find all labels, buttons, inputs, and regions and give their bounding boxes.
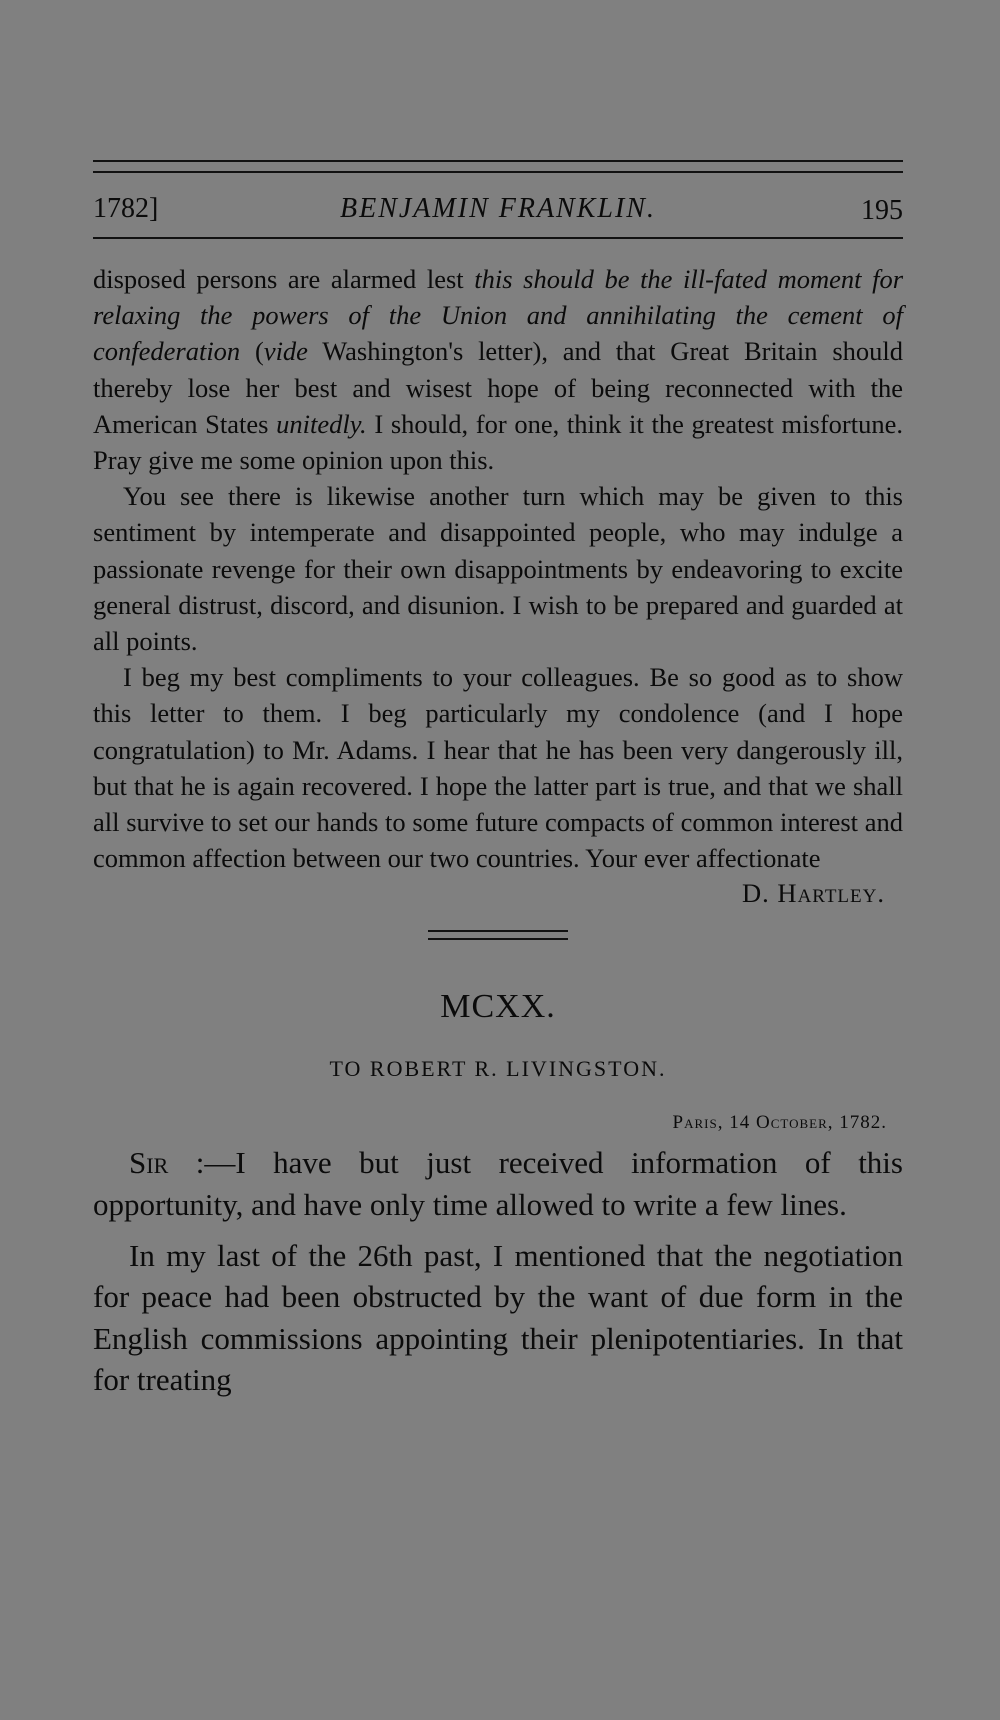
letter-continuation [93,261,903,876]
paragraph-3: I beg my best compliments to your colleagues. Be so good as to show this letter to them. I beg particularly my condolence (and I hope congratulation) to Mr. Adams. I hear that he has been very dangerously ill, but that he is again recovered. I hope the latter part is true, and that we shall all survive to set our hands to some future compacts of common interest and common affection between our two countries. Your ever affectionate [93,662,903,874]
header-rule [93,237,903,239]
signature: D. Hartley. [742,878,885,909]
section-separator [428,930,568,940]
letter-paragraph-2: In my last of the 26th past, I mentioned that the negotiation for peace had been obstructed by the want of due form in the English commissions appointing their plenipotentiaries. In that for treating [93,1238,903,1397]
letter-addressee: TO ROBERT R. LIVINGSTON. [329,1056,667,1082]
p1-italic-quote: this should be the ill-fated moment for relaxing the powers of the Union and annihilating the cement of confederation [93,264,904,367]
paragraph-2: You see there is likewise another turn which may be given to this sentiment by intemperate and disappointed people, who may indulge a passionate revenge for their own disappointments by endeavoring to excite general distrust, discord, and disunion. I wish to be prepared and guarded at all points. [93,481,903,657]
letter-body [93,1142,903,1400]
p1-text-2: ( [240,336,264,367]
p1-text-3: Washington's letter), and that Great Britain should thereby lose her best and wisest hope of being reconnected with the American States [93,336,904,439]
p1-italic-vide: vide [263,336,308,367]
letter-paragraph-1 [93,1142,903,1225]
top-double-rule [93,160,903,173]
book-page [93,160,903,1400]
letter-number: MCXX. [440,988,556,1026]
letter-paragraph-1-text: :—I have but just received information of this opportunity, and have only time allowed to write a few lines. [93,1145,903,1222]
letter-dateline: Paris, 14 October, 1782. [672,1112,887,1134]
running-head-year: 1782] [93,193,159,224]
p1-text-1: disposed persons are alarmed lest [93,264,475,294]
p1-text-4: I should, for one, think it the greatest misfortune. Pray give me some opinion upon this. [93,408,903,476]
running-head [93,185,903,237]
page-number: 195 [861,195,903,226]
p1-italic-unitedly: unitedly. [276,408,367,439]
salutation: Sir [129,1145,169,1181]
running-head-title: BENJAMIN FRANKLIN. [340,193,656,224]
paragraph-1 [93,261,903,478]
